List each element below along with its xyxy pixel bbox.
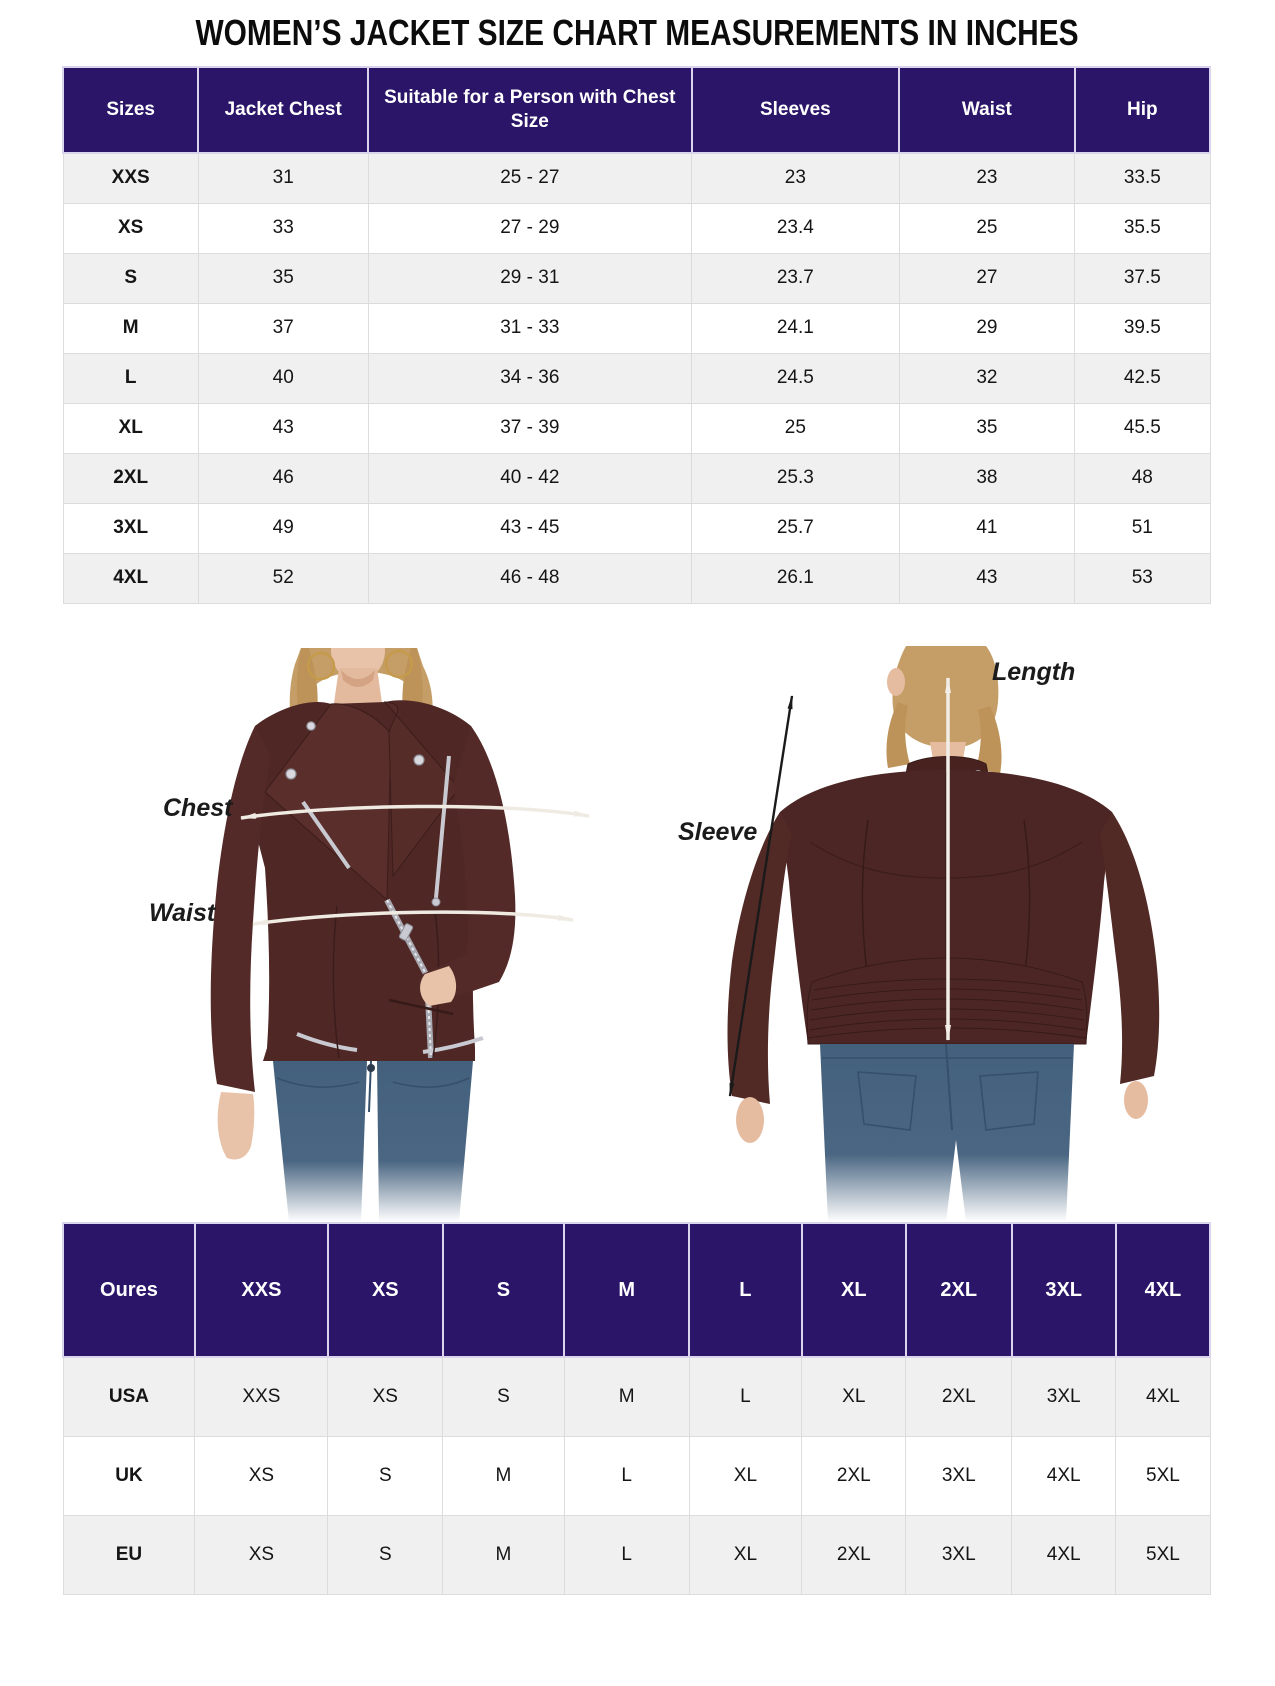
- table-cell: 2XL: [802, 1515, 906, 1594]
- table-cell: 37.5: [1075, 253, 1210, 303]
- table-cell: M: [443, 1515, 565, 1594]
- snap-stud-right: [414, 755, 424, 765]
- size-cell: S: [63, 253, 198, 303]
- table-cell: 52: [198, 553, 368, 603]
- size-cell: 3XL: [63, 503, 198, 553]
- column-header-l: L: [689, 1223, 801, 1357]
- table-cell: 35: [198, 253, 368, 303]
- table-cell: 23: [692, 153, 900, 203]
- table-cell: 25: [692, 403, 900, 453]
- table-row-xs: [63, 203, 1210, 253]
- jeans-button: [367, 1064, 375, 1072]
- table-cell: 33: [198, 203, 368, 253]
- table-cell: L: [564, 1515, 689, 1594]
- table-cell: 3XL: [906, 1436, 1012, 1515]
- table-cell: L: [689, 1357, 801, 1436]
- table-cell: 34 - 36: [368, 353, 691, 403]
- column-header-xxs: XXS: [195, 1223, 328, 1357]
- size-cell: XL: [63, 403, 198, 453]
- table-cell: 49: [198, 503, 368, 553]
- jeans-right-leg: [377, 1061, 473, 1222]
- table-cell: 40: [198, 353, 368, 403]
- table-row-s: [63, 253, 1210, 303]
- size-cell: XS: [63, 203, 198, 253]
- table-cell: 53: [1075, 553, 1210, 603]
- table-cell: 38: [899, 453, 1074, 503]
- table-cell: 35.5: [1075, 203, 1210, 253]
- table-cell: 31: [198, 153, 368, 203]
- column-header-2xl: 2XL: [906, 1223, 1012, 1357]
- table-cell: 42.5: [1075, 353, 1210, 403]
- table-cell: 23: [899, 153, 1074, 203]
- chest-measure-label: Chest: [163, 794, 233, 822]
- size-cell: 4XL: [63, 553, 198, 603]
- table-cell: 27: [899, 253, 1074, 303]
- table-cell: 4XL: [1116, 1357, 1210, 1436]
- table-cell: 3XL: [1012, 1357, 1116, 1436]
- back-view-illustration: [630, 606, 1190, 1222]
- table-cell: 24.5: [692, 353, 900, 403]
- table-cell: 2XL: [802, 1436, 906, 1515]
- table-cell: 40 - 42: [368, 453, 691, 503]
- size-cell: 2XL: [63, 453, 198, 503]
- column-header-person-chest: Suitable for a Person with Chest Size: [368, 67, 691, 153]
- snap-stud-left: [286, 769, 296, 779]
- table-cell: L: [564, 1436, 689, 1515]
- table-cell: 33.5: [1075, 153, 1210, 203]
- column-header-waist: Waist: [899, 67, 1074, 153]
- size-measurements-table: [62, 66, 1211, 604]
- table-cell: 46: [198, 453, 368, 503]
- page-title: [0, 12, 1275, 54]
- hand-left: [218, 1092, 255, 1160]
- table-cell: XL: [689, 1515, 801, 1594]
- table-cell: XL: [689, 1436, 801, 1515]
- jeans-left-leg: [273, 1061, 367, 1222]
- waist-measure-label: Waist: [149, 899, 216, 927]
- size-conversion-table: [62, 1222, 1211, 1595]
- woman-back: [630, 606, 1190, 1222]
- table-cell: 4XL: [1012, 1515, 1116, 1594]
- table-cell: 5XL: [1116, 1515, 1210, 1594]
- table-cell: XS: [195, 1436, 328, 1515]
- table-row-2xl: [63, 453, 1210, 503]
- table-cell: 37 - 39: [368, 403, 691, 453]
- chest-zipper-pull: [432, 898, 440, 906]
- column-header-sleeves: Sleeves: [692, 67, 900, 153]
- column-header-4xl: 4XL: [1116, 1223, 1210, 1357]
- table-row-usa: [63, 1357, 1210, 1436]
- table-cell: 43: [899, 553, 1074, 603]
- table-cell: 43 - 45: [368, 503, 691, 553]
- column-header-s: S: [443, 1223, 565, 1357]
- table-cell: 37: [198, 303, 368, 353]
- sleeve-back-right: [1100, 812, 1159, 1084]
- size-table-header-row: [63, 67, 1210, 153]
- sleeve-back-left: [728, 812, 793, 1104]
- table-cell: 25.7: [692, 503, 900, 553]
- table-cell: S: [328, 1515, 443, 1594]
- table-row-xl: [63, 403, 1210, 453]
- conversion-header-row: [63, 1223, 1210, 1357]
- table-row-m: [63, 303, 1210, 353]
- table-cell: 31 - 33: [368, 303, 691, 353]
- table-cell: 29: [899, 303, 1074, 353]
- size-cell: L: [63, 353, 198, 403]
- table-cell: 45.5: [1075, 403, 1210, 453]
- snap-stud-shoulder: [307, 722, 315, 730]
- table-cell: 25: [899, 203, 1074, 253]
- column-header-xs: XS: [328, 1223, 443, 1357]
- table-cell: M: [564, 1357, 689, 1436]
- sleeve-measure-label: Sleeve: [678, 818, 758, 846]
- table-cell: 46 - 48: [368, 553, 691, 603]
- table-cell: 29 - 31: [368, 253, 691, 303]
- table-cell: 39.5: [1075, 303, 1210, 353]
- table-cell: 41: [899, 503, 1074, 553]
- hair-strand-left: [886, 702, 910, 768]
- table-cell: 3XL: [906, 1515, 1012, 1594]
- column-header-hip: Hip: [1075, 67, 1210, 153]
- size-cell: M: [63, 303, 198, 353]
- table-cell: XXS: [195, 1357, 328, 1436]
- table-cell: 23.7: [692, 253, 900, 303]
- table-cell: 25.3: [692, 453, 900, 503]
- hand-back-left: [736, 1097, 764, 1143]
- table-cell: 48: [1075, 453, 1210, 503]
- table-cell: S: [443, 1357, 565, 1436]
- table-row-l: [63, 353, 1210, 403]
- table-cell: XS: [195, 1515, 328, 1594]
- size-cell: XXS: [63, 153, 198, 203]
- table-cell: 27 - 29: [368, 203, 691, 253]
- table-cell: 35: [899, 403, 1074, 453]
- table-cell: S: [328, 1436, 443, 1515]
- table-cell: 4XL: [1012, 1436, 1116, 1515]
- table-row-eu: [63, 1515, 1210, 1594]
- table-row-3xl: [63, 503, 1210, 553]
- region-cell: UK: [63, 1436, 195, 1515]
- sleeve-left: [211, 726, 271, 1092]
- column-header-sizes: Sizes: [63, 67, 198, 153]
- table-cell: 51: [1075, 503, 1210, 553]
- table-row-uk: [63, 1436, 1210, 1515]
- table-cell: 25 - 27: [368, 153, 691, 203]
- table-cell: 2XL: [906, 1357, 1012, 1436]
- region-cell: USA: [63, 1357, 195, 1436]
- page-title-text: WOMEN’S JACKET SIZE CHART MEASUREMENTS IN INCHES: [195, 12, 1080, 53]
- column-header-oures: Oures: [63, 1223, 195, 1357]
- table-cell: XL: [802, 1357, 906, 1436]
- column-header-m: M: [564, 1223, 689, 1357]
- table-row-xxs: [63, 153, 1210, 203]
- face-sliver: [887, 668, 905, 696]
- table-row-4xl: [63, 553, 1210, 603]
- table-cell: 23.4: [692, 203, 900, 253]
- table-cell: 5XL: [1116, 1436, 1210, 1515]
- column-header-xl: XL: [802, 1223, 906, 1357]
- region-cell: EU: [63, 1515, 195, 1594]
- table-cell: 43: [198, 403, 368, 453]
- table-cell: M: [443, 1436, 565, 1515]
- table-cell: 32: [899, 353, 1074, 403]
- table-cell: 24.1: [692, 303, 900, 353]
- table-cell: 26.1: [692, 553, 900, 603]
- table-cell: XS: [328, 1357, 443, 1436]
- column-header-3xl: 3XL: [1012, 1223, 1116, 1357]
- measurement-diagram: [0, 606, 1275, 1222]
- hand-back-right: [1124, 1081, 1148, 1119]
- column-header-jacket-chest: Jacket Chest: [198, 67, 368, 153]
- length-measure-label: Length: [992, 658, 1076, 686]
